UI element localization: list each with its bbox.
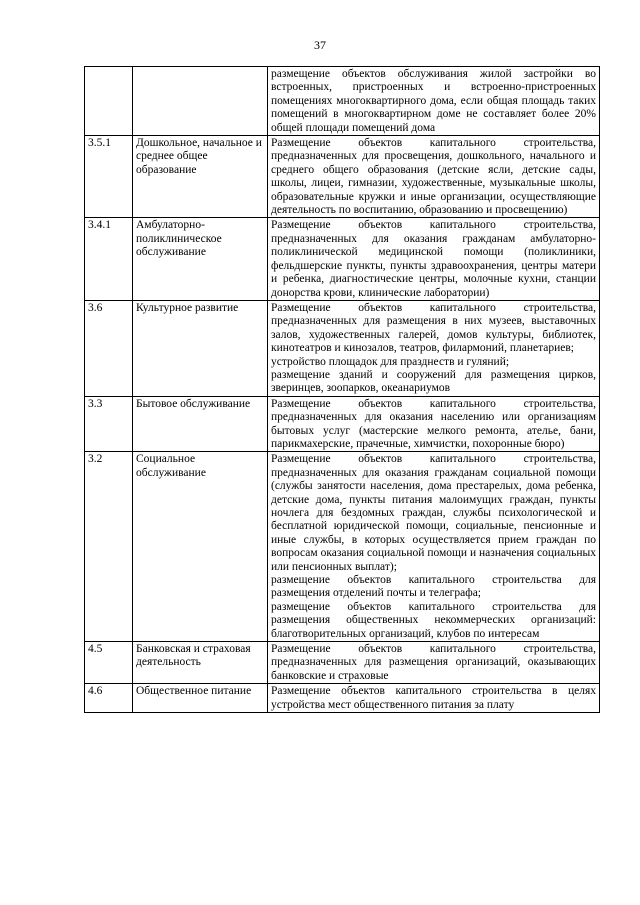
- row-name: Культурное развитие: [133, 300, 268, 396]
- land-use-table: [84, 66, 600, 713]
- row-name: Бытовое обслуживание: [133, 396, 268, 452]
- description-paragraph: Размещение объектов капитального строительства, предназначенных для оказания гражданам социальной помощи (службы занятости населения, дома престарелых, дома ребенка, детские дома, пункты питания малоимущих граждан, пункты ночлега для бездомных граждан, службы психологической и бесплатной юридической помощи, социальные, пенсионные и иные службы, в которых осуществляется прием граждан по вопросам оказания социальной помощи и назначения социальных или пенсионных выплат);: [271, 453, 596, 573]
- row-name: Банковская и страховая деятельность: [133, 642, 268, 684]
- row-description: [268, 218, 600, 300]
- row-name: Социальное обслуживание: [133, 452, 268, 642]
- row-code: [85, 67, 133, 136]
- table-row: [85, 136, 600, 218]
- row-code: 4.6: [85, 684, 133, 713]
- table-row: [85, 396, 600, 452]
- table-row: [85, 452, 600, 642]
- table-row: [85, 642, 600, 684]
- row-name: Амбулаторно-поликлиническое обслуживание: [133, 218, 268, 300]
- row-code: 3.3: [85, 396, 133, 452]
- description-paragraph: Размещение объектов капитального строительства, предназначенных для размещения в них музеев, выставочных залов, художественных галерей, домов культуры, библиотек, кинотеатров и кинозалов, театров, филармоний, планетариев;: [271, 301, 596, 355]
- row-description: [268, 136, 600, 218]
- row-code: 3.6: [85, 300, 133, 396]
- row-code: 4.5: [85, 642, 133, 684]
- row-description: [268, 396, 600, 452]
- table-row: [85, 67, 600, 136]
- row-description: [268, 642, 600, 684]
- description-paragraph: Размещение объектов капитального строительства, предназначенных для просвещения, дошкольного, начального и среднего общего образования (детские ясли, детские сады, школы, лицеи, гимназии, художественные, музыкальные школы, образовательные кружки и иные организации, осуществляющие деятельность по воспитанию, образованию и просвещению): [271, 137, 596, 217]
- description-paragraph: Размещение объектов капитального строительства, предназначенных для размещения организаций, оказывающих банковские и страховые: [271, 643, 596, 682]
- description-paragraph: Размещение объектов капитального строительства, предназначенных для оказания гражданам амбулаторно-поликлинической медицинской помощи (поликлиники, фельдшерские пункты, пункты здравоохранения, центры матери и ребенка, диагностические центры, молочные кухни, станции донорства крови, клинические лаборатории): [271, 219, 596, 299]
- table-row: [85, 684, 600, 713]
- description-paragraph: размещение зданий и сооружений для размещения цирков, зверинцев, зоопарков, океанариумов: [271, 368, 596, 395]
- description-paragraph: устройство площадок для празднеств и гуляний;: [271, 355, 510, 368]
- row-name: [133, 67, 268, 136]
- description-paragraph: Размещение объектов капитального строительства в целях устройства мест общественного питания за плату: [271, 685, 596, 711]
- row-description: [268, 300, 600, 396]
- row-code: 3.2: [85, 452, 133, 642]
- description-paragraph: размещение объектов обслуживания жилой застройки во встроенных, пристроенных и встроенно-пристроенных помещениях многоквартирного дома, если общая площадь таких помещений в многоквартирном доме не составляет более 20% общей площади помещений дома: [271, 68, 596, 134]
- description-paragraph: Размещение объектов капитального строительства, предназначенных для оказания населению или организациям бытовых услуг (мастерские мелкого ремонта, ателье, бани, парикмахерские, прачечные, химчистки, похоронные бюро): [271, 397, 596, 450]
- row-name: Общественное питание: [133, 684, 268, 713]
- row-description: [268, 67, 600, 136]
- row-description: [268, 684, 600, 713]
- page-number: 37: [314, 38, 326, 52]
- description-paragraph: размещение объектов капитального строительства для размещения общественных некоммерческих организаций: благотворительных организаций, клубов по интересам: [271, 600, 596, 640]
- row-name: Дошкольное, начальное и среднее общее образование: [133, 136, 268, 218]
- row-code: 3.5.1: [85, 136, 133, 218]
- description-paragraph: размещение объектов капитального строительства для размещения отделений почты и телеграфа;: [271, 574, 596, 600]
- table-row: [85, 218, 600, 300]
- row-description: [268, 452, 600, 642]
- row-code: 3.4.1: [85, 218, 133, 300]
- table-row: [85, 300, 600, 396]
